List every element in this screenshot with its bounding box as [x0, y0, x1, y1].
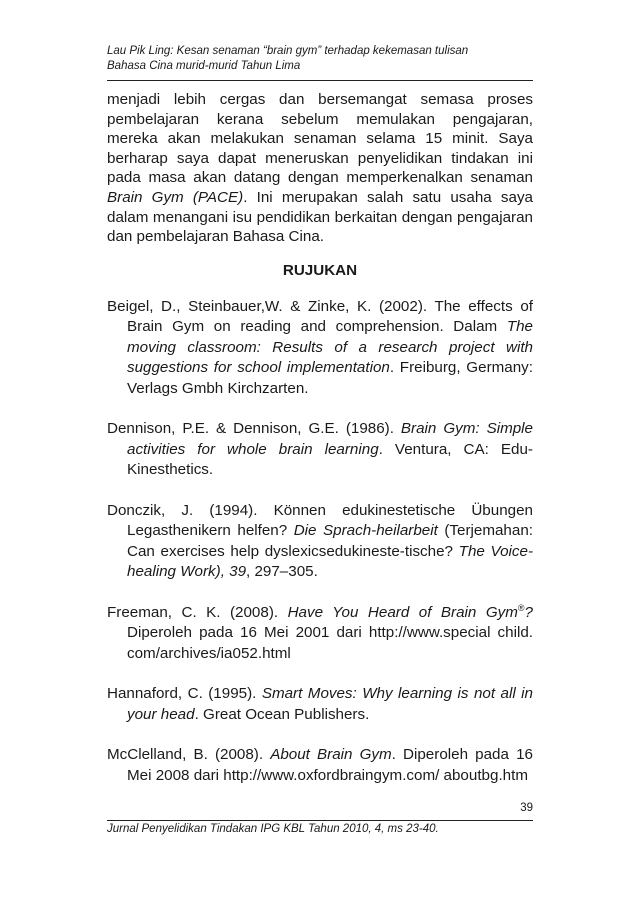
footer-divider [107, 820, 533, 821]
reference-item [107, 745, 533, 786]
reference-title: ? [524, 603, 533, 621]
reference-text: Dennison, P.E. & Dennison, G.E. (1986). [107, 420, 401, 438]
reference-text: . Ventura, CA: Edu-Kinesthetics. [127, 440, 533, 479]
reference-text: Donczik, J. (1994). Können edukinestetische Übungen Legasthenikern helfen? [107, 501, 533, 540]
reference-item [107, 297, 533, 400]
paragraph-text: menjadi lebih cergas dan bersemangat semasa proses pembelajaran kerana sebelum memulakan pengajaran, mereka akan melakukan senaman selama 15 minit. Saya berharap saya dapat meneruskan penyelidikan tindakan ini pada masa akan datang dengan memperkenalkan senaman [107, 91, 533, 187]
reference-text: Hannaford, C. (1995). [107, 685, 262, 703]
reference-text: Freeman, C. K. (2008). [107, 603, 288, 621]
running-footer: Jurnal Penyelidikan Tindakan IPG KBL Tahun 2010, 4, ms 23-40. [107, 823, 439, 835]
reference-text: (Terjemahan: Can exercises help dyslexicsedukineste-tische? [127, 522, 533, 560]
reference-text: . Great Ocean Publishers. [194, 705, 370, 723]
reference-title: The moving classroom: Results of a research project with suggestions for school implementation [127, 318, 533, 377]
reference-title: Brain Gym: Simple activities for whole brain learning [127, 420, 533, 458]
body-paragraph [107, 90, 533, 247]
header-line-2: Bahasa Cina murid-murid Tahun Lima [107, 60, 301, 72]
reference-title: The Voice-healing Work), 39 [127, 542, 533, 581]
reference-list [107, 297, 533, 787]
reference-item [107, 501, 533, 583]
reference-text: Diperoleh pada 16 Mei 2001 dari http://www.special child. com/archives/ia052.html [127, 624, 533, 662]
header-line-1: Lau Pik Ling: Kesan senaman “brain gym” terhadap kekemasan tulisan [107, 45, 469, 57]
registered-mark: ® [517, 602, 525, 613]
reference-text: Beigel, D., Steinbauer,W. & Zinke, K. (2002). The effects of Brain Gym on reading and comprehension. Dalam [107, 297, 533, 336]
paragraph-text-end: . Ini merupakan salah satu usaha saya dalam menangani isu pendidikan berkaitan dengan pengajaran dan pembelajaran Bahasa Cina. [107, 188, 533, 246]
header-divider [107, 80, 533, 81]
reference-title: Die Sprach-heilarbeit [293, 522, 438, 540]
reference-item [107, 603, 533, 665]
running-header [107, 44, 533, 74]
reference-text: . Diperoleh pada 16 Mei 2008 dari http://www.oxfordbraingym.com/ aboutbg.htm [127, 746, 533, 784]
page-number: 39 [520, 802, 533, 814]
reference-item [107, 684, 533, 725]
section-heading: RUJUKAN [282, 261, 358, 279]
reference-text: . Freiburg, Germany: Verlags Gmbh Kirchzarten. [127, 359, 533, 397]
reference-text: McClelland, B. (2008). [107, 746, 271, 764]
page-content [107, 44, 533, 786]
reference-item [107, 419, 533, 481]
paragraph-italic: Brain Gym (PACE) [107, 188, 244, 206]
reference-text: , 297–305. [246, 563, 318, 581]
reference-title: About Brain Gym [270, 746, 392, 764]
reference-title: Have You Heard of Brain Gym [287, 603, 518, 621]
reference-title: Smart Moves: Why learning is not all in your head [127, 685, 533, 723]
